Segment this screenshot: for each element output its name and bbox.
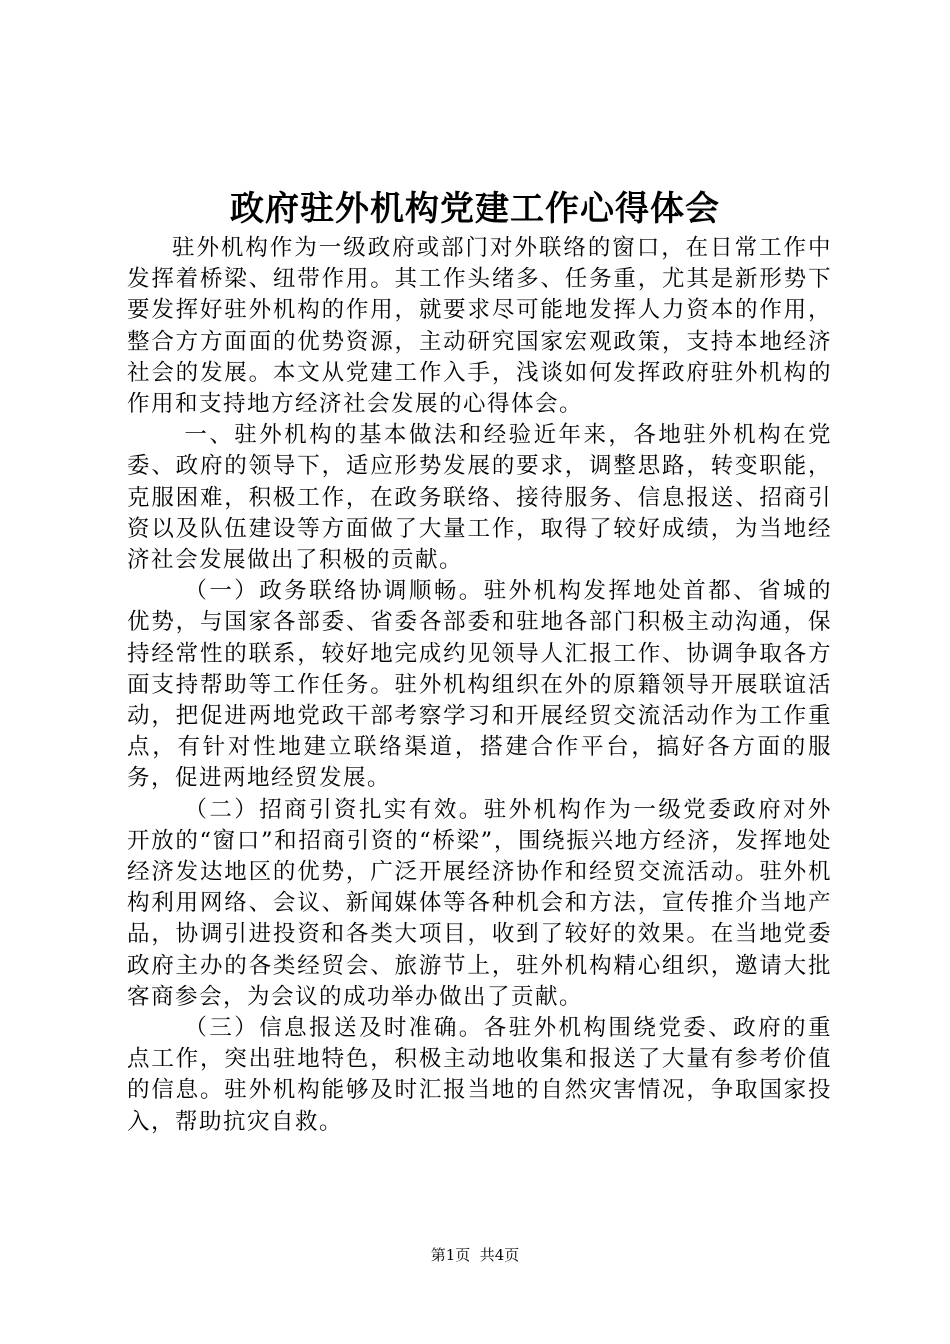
document-body (127, 233, 832, 1138)
page-number: 第1页 共4页 (430, 1246, 520, 1264)
paragraph-subsection-3: （三）信息报送及时准确。各驻外机构围绕党委、政府的重点工作，突出驻地特色，积极主动地收集和报送了大量有参考价值的信息。驻外机构能够及时汇报当地的自然灾害情况，争取国家投入，帮助抗灾自救。 (127, 1015, 832, 1135)
document-title: 政府驻外机构党建工作心得体会 (230, 189, 720, 229)
paragraph-subsection-1: （一）政务联络协调顺畅。驻外机构发挥地处首都、省城的优势，与国家各部委、省委各部委和驻地各部门积极主动沟通，保持经常性的联系，较好地完成约见领导人汇报工作、协调争取各方面支持帮助等工作任务。驻外机构组织在外的原籍领导开展联谊活动，把促进两地党政干部考察学习和开展经贸交流活动作为工作重点，有针对性地建立联络渠道，搭建合作平台，搞好各方面的服务，促进两地经贸发展。 (127, 578, 832, 792)
paragraph-section-1: 一、驻外机构的基本做法和经验近年来，各地驻外机构在党委、政府的领导下，适应形势发展的要求，调整思路，转变职能，克服困难，积极工作，在政务联络、接待服务、信息报送、招商引资以及队伍建设等方面做了大量工作，取得了较好成绩，为当地经济社会发展做出了积极的贡献。 (127, 422, 832, 574)
page-footer (0, 1245, 950, 1265)
paragraph-subsection-2: （二）招商引资扎实有效。驻外机构作为一级党委政府对外开放的“窗口”和招商引资的“桥梁”，围绕振兴地方经济，发挥地处经济发达地区的优势，广泛开展经济协作和经贸交流活动。驻外机构利用网络、会议、新闻媒体等各种机会和方法，宣传推介当地产品，协调引进投资和各类大项目，收到了较好的效果。在当地党委政府主办的各类经贸会、旅游节上，驻外机构精心组织，邀请大批客商参会，为会议的成功举办做出了贡献。 (127, 796, 832, 1010)
paragraph-intro: 驻外机构作为一级政府或部门对外联络的窗口，在日常工作中发挥着桥梁、纽带作用。其工作头绪多、任务重，尤其是新形势下要发挥好驻外机构的作用，就要求尽可能地发挥人力资本的作用，整合方方面面的优势资源，主动研究国家宏观政策，支持本地经济社会的发展。本文从党建工作入手，浅谈如何发挥政府驻外机构的作用和支持地方经济社会发展的心得体会。 (127, 235, 832, 418)
